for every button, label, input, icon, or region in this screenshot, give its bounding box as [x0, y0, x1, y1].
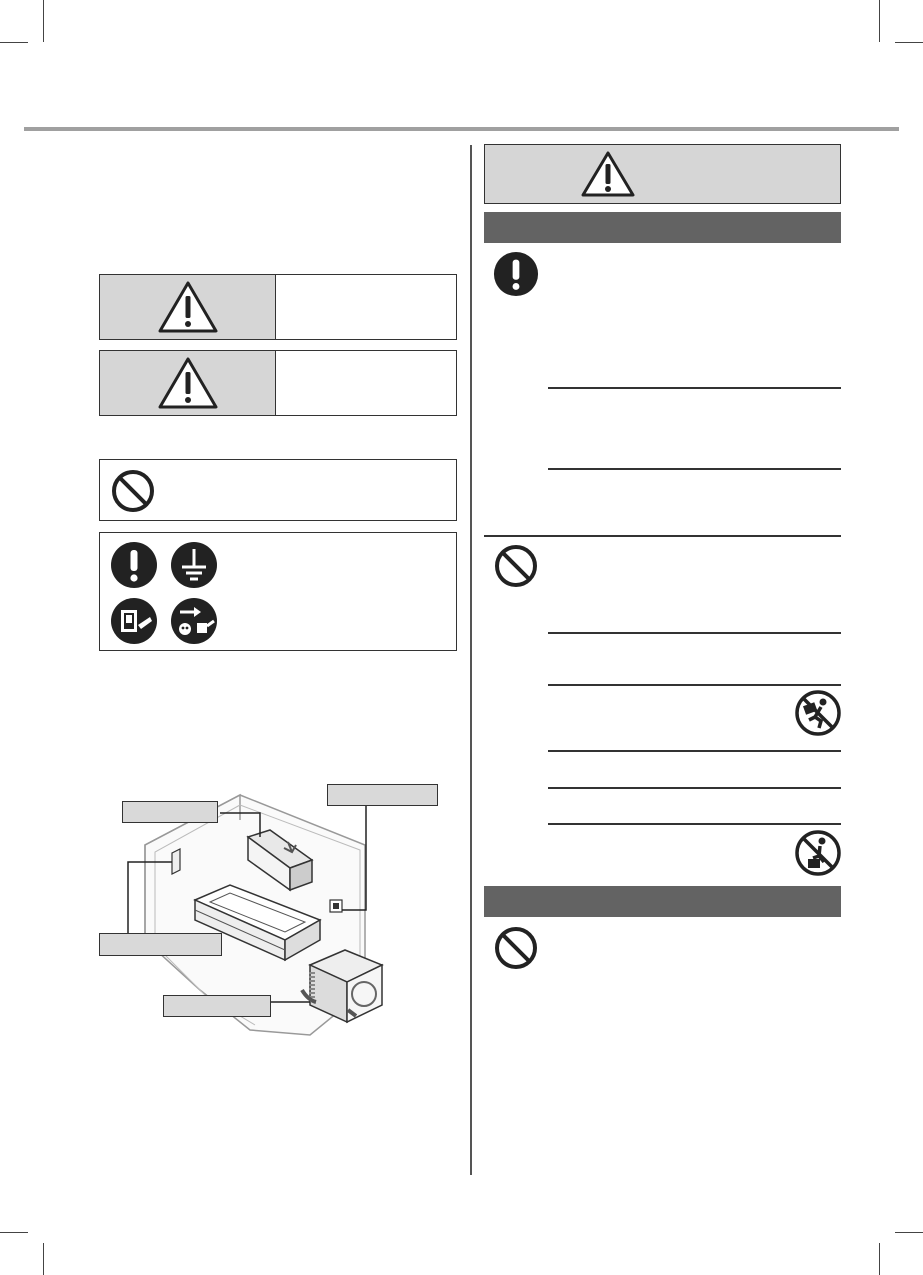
warning-header	[484, 144, 841, 204]
remote-control-label	[99, 933, 222, 956]
caution-legend-box	[99, 350, 457, 416]
mandatory-exclamation-icon	[110, 541, 158, 589]
mandatory-legend-box	[99, 532, 457, 651]
item-separator	[548, 387, 841, 389]
column-divider	[470, 145, 472, 1175]
crop-mark	[43, 1243, 44, 1275]
prohibited-icon	[110, 468, 156, 514]
section-bar-installation	[484, 212, 841, 243]
item-separator	[548, 632, 841, 634]
section-bar-operation	[484, 886, 841, 917]
warning-label-area	[100, 275, 276, 339]
warning-triangle-icon	[580, 150, 636, 198]
crop-mark	[895, 1232, 923, 1233]
earth-ground-icon	[170, 541, 218, 589]
crop-mark	[879, 0, 880, 42]
item-separator	[548, 468, 841, 470]
header-rule	[24, 127, 899, 131]
crop-mark	[879, 1243, 880, 1275]
item-separator	[548, 684, 841, 686]
crop-mark	[43, 0, 44, 42]
item-separator	[548, 787, 841, 789]
unplug-switch-icon	[110, 597, 158, 645]
item-separator	[548, 823, 841, 825]
indoor-unit-label	[122, 801, 218, 823]
prohibited-icon	[493, 543, 539, 589]
prohibited-legend-box	[99, 459, 457, 521]
warning-triangle-icon	[157, 280, 219, 334]
no-climb-icon	[795, 830, 841, 876]
group-separator	[484, 535, 841, 537]
warning-legend-box	[99, 274, 457, 340]
crop-mark	[0, 42, 28, 43]
mandatory-exclamation-icon	[493, 251, 539, 297]
no-touch-icon	[795, 690, 841, 736]
crop-mark	[895, 42, 923, 43]
caution-label-area	[100, 351, 276, 415]
remove-plug-icon	[170, 597, 218, 645]
caution-triangle-icon	[157, 356, 219, 410]
outdoor-unit-label	[163, 995, 271, 1017]
crop-mark	[0, 1232, 28, 1233]
item-separator	[548, 750, 841, 752]
prohibited-icon	[493, 925, 539, 971]
breaker-label	[327, 784, 438, 806]
